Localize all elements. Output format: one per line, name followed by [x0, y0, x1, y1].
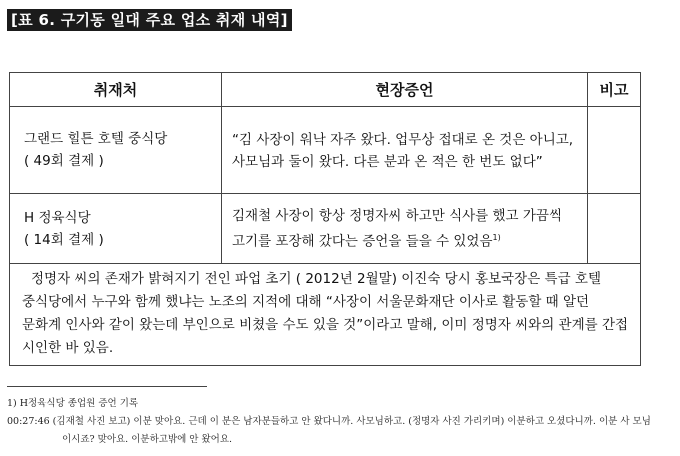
remark-cell [588, 194, 641, 264]
source-cell [10, 107, 222, 194]
note-cell: 정명자 씨의 존재가 밝혀지기 전인 파업 초기 ( 2012년 2월말) 이진숙 당시 홍보국장은 특급 호텔 중식당에서 누구와 함께 했냐는 노조의 지적에 대해 “사장이 서울문화재단 이사로 활동할 때 알던 문화계 인사와 같이 왔는데 부인으로 비쳤을 수도 있을 것”이라고 말해, 이미 정명자 씨와의 관계를 간접 시인한 바 있음. [10, 264, 641, 366]
table-title: [표 6. 구기동 일대 주요 업소 취재 내역] [7, 9, 292, 31]
header-remark: 비고 [588, 73, 641, 107]
footnote-divider [7, 386, 207, 387]
testimony-text: “김 사장이 워낙 자주 왔다. 업무상 접대로 온 것은 아니고, 사모님과 둘이 왔다. 다른 분과 온 적은 한 번도 없다” [232, 131, 574, 170]
table-header-row [10, 73, 641, 107]
testimony-cell [222, 194, 588, 264]
remark-cell [588, 107, 641, 194]
table-row [10, 107, 641, 194]
header-testimony: 현장증언 [222, 73, 588, 107]
source-name: H 정육식당 [24, 209, 91, 226]
source-name: 그랜드 힐튼 호텔 중식당 [24, 131, 168, 147]
payment-count: ( 49회 결제 ) [24, 153, 104, 169]
footnote-ref: 1) [492, 233, 501, 243]
testimony-cell [222, 107, 588, 194]
source-cell [10, 194, 222, 264]
footnote-1-transcript-cont: 이시죠? 맞아요. 이분하고밖에 안 왔어요. [62, 434, 233, 445]
testimony-text: 김재철 사장이 항상 정명자씨 하고만 식사를 했고 가끔씩 고기를 포장해 갔다는 증언을 들을 수 있었음 [232, 208, 562, 250]
payment-count: ( 14회 결제 ) [24, 231, 104, 248]
coverage-table [9, 72, 641, 366]
footnote-1-transcript: 00:27:46 (김재철 사진 보고) 이분 맞아요. 근데 이 분은 남자분들하고 안 왔다니까. 사모님하고. (정명자 사진 가리키며) 이분하고 오셨다니까. 이분 사 모님 [7, 416, 651, 427]
table-row [10, 194, 641, 264]
note-row [10, 264, 641, 366]
footnote-1-title: 1) H정육식당 종업원 증언 기록 [7, 398, 139, 409]
header-source: 취재처 [10, 73, 222, 107]
